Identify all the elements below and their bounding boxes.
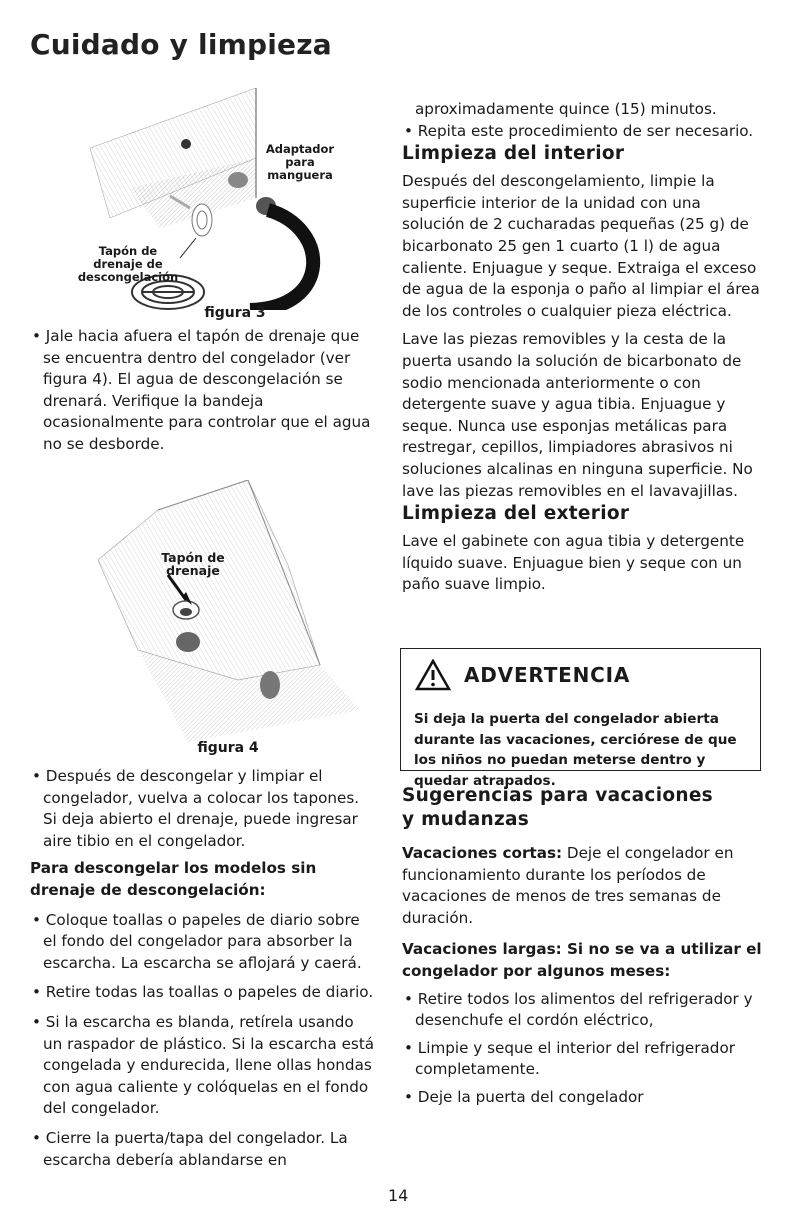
exterior-paragraph: Lave el gabinete con agua tibia y detergente líquido suave. Enjuague bien y seque con un paño suave limpio. [402,532,745,594]
short-vacation-paragraph: Vacaciones cortas: Deje el congelador en funcionamiento durante los períodos de vacaciones de menos de tres semanas de duración. [402,844,734,927]
warning-box [400,648,761,789]
warning-title: ADVERTENCIA [464,663,631,687]
warning-text: Si deja la puerta del congelador abierta durante las vacaciones, cerciórese de que los niños no puedan meterse dentro y quedar atrapados. [414,711,737,789]
interior-paragraph-2: Lave las piezas removibles y la cesta de la puerta usando la solución de bicarbonato de sodio mencionada anteriormente o con detergente suave y agua tibia. Enjuague y seque. Nunca use esponjas metálicas para restregar, cepillos, limpiadores abrasivos ni soluciones alcalinas en ninguna superficie. No lave las piezas removibles en el lavavajillas. [402,330,753,500]
figure-3-adaptor-label: Adaptador para manguera [265,142,335,182]
bullet-clean-dry: • Limpie y seque el interior del refrigerador completamente. [402,1038,767,1081]
bullet-drain-plug: • Jale hacia afuera el tapón de drenaje que se encuentra dentro del congelador (ver figura 4). El agua de descongelación se drenará. Verifique la bandeja ocasionalmente para controlar que el agua no se desborde. [30,326,375,456]
page-number: 14 [388,1186,409,1205]
bullet-close-door: • Cierre la puerta/tapa del congelador. La escarcha debería ablandarse en [30,1128,375,1171]
bullet-towels: • Coloque toallas o papeles de diario sobre el fondo del congelador para absorber la escarcha. La escarcha se aflojará y caerá. [30,910,375,975]
page-title: Cuidado y limpieza [30,28,332,61]
bullet-remove-towels: • Retire todas las toallas o papeles de diario. [30,982,375,1004]
bullet-replace-plugs: • Después de descongelar y limpiar el congelador, vuelva a colocar los tapones. Si deja abierto el drenaje, puede ingresar aire tibio en el congelador. [30,766,375,852]
bullet-remove-food: • Retire todos los alimentos del refrigerador y desenchufe el cordón eléctrico, [402,989,767,1032]
warning-triangle-icon [415,659,451,691]
figure-4-illustration [98,480,368,742]
figure-4-caption: figura 4 [197,740,259,756]
heading-vacations: Sugerencias para vacaciones y mudanzas [402,785,713,830]
continued-text: aproximadamente quince (15) minutos. [415,100,717,118]
figure-4-plug-label: Tapón de drenaje [161,550,225,578]
interior-paragraph-1: Después del descongelamiento, limpie la superficie interior de la unidad con una solución de 2 cucharadas pequeñas (25 g) de bicarbonato 25 gen 1 cuarto (1 l) de agua caliente. Enjuague y seque. Extraiga el exceso de agua de la esponja o paño al limpiar el área de los controles o cualquier pieza eléctrica. [402,172,760,320]
heading-interior: Limpieza del interior [402,143,625,165]
heading-long-vacation: Vacaciones largas: Si no se va a utilizar el congelador por algunos meses: [402,940,762,980]
bullet-leave-door: • Deje la puerta del congelador [402,1087,767,1109]
bullet-repeat: • Repita este procedimiento de ser necesario. [402,121,767,143]
figure-3-caption: figura 3 [204,305,266,321]
figure-3-plug-label: Tapón de drenaje de descongelación [77,244,179,284]
heading-exterior: Limpieza del exterior [402,503,630,525]
heading-no-drain: Para descongelar los modelos sin drenaje de descongelación: [30,859,317,899]
bullet-scraper: • Si la escarcha es blanda, retírela usando un raspador de plástico. Si la escarcha está congelada y endurecida, llene ollas hondas con agua caliente y colóquelas en el fondo del congelador. [30,1012,375,1120]
